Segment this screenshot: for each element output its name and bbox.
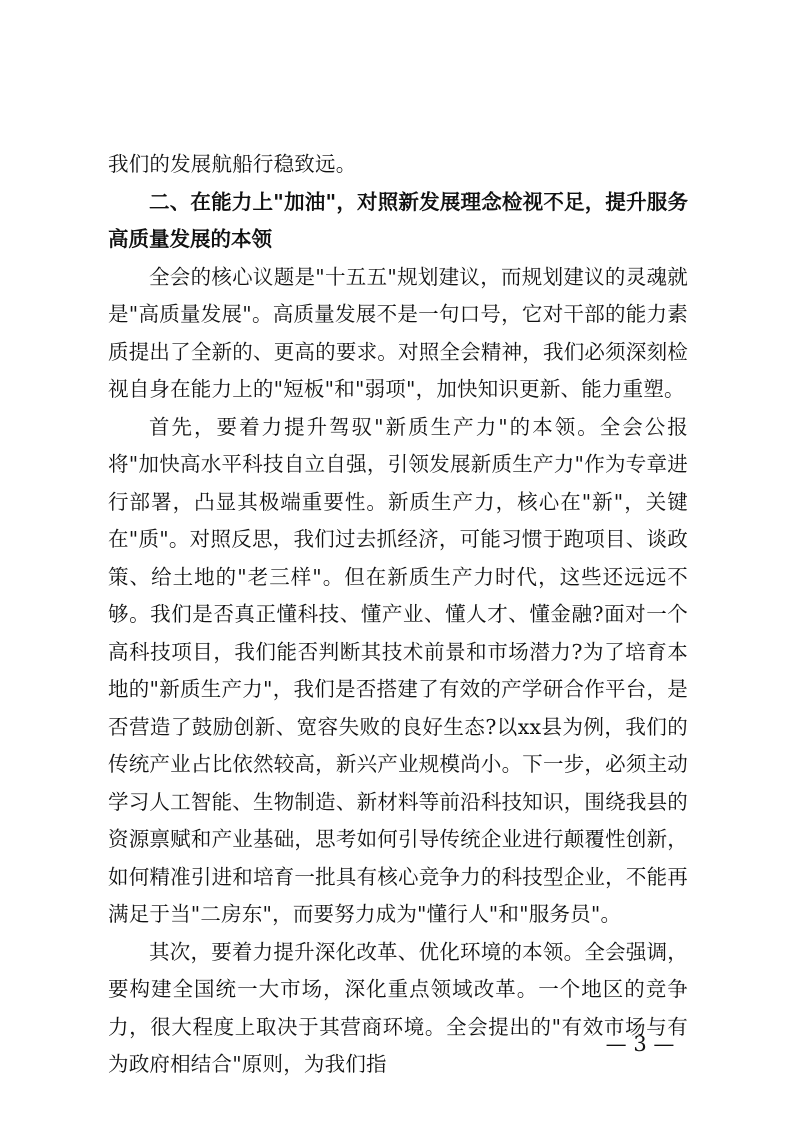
document-body	[108, 146, 688, 1084]
continuation-paragraph: 我们的发展航船行稳致远。	[108, 152, 357, 176]
section-heading: 二、在能力上"加油"，对照新发展理念检视不足，提升服务高质量发展的本领	[108, 189, 688, 251]
body-paragraph-1: 全会的核心议题是"十五五"规划建议，而规划建议的灵魂就是"高质量发展"。高质量发展不是一句口号，它对干部的能力素质提出了全新的、更高的要求。对照全会精神，我们必须深刻检视自身在能力上的"短板"和"弱项"，加快知识更新、能力重塑。	[108, 264, 688, 401]
body-paragraph-3: 其次，要着力提升深化改革、优化环境的本领。全会强调，要构建全国统一大市场，深化重点领域改革。一个地区的竞争力，很大程度上取决于其营商环境。全会提出的"有效市场与有为政府相结合"原则，为我们指	[108, 939, 688, 1076]
page-number: — 3 —	[605, 1032, 675, 1056]
body-paragraph-2: 首先，要着力提升驾驭"新质生产力"的本领。全会公报将"加快高水平科技自立自强，引领发展新质生产力"作为专章进行部署，凸显其极端重要性。新质生产力，核心在"新"，关键在"质"。对照反思，我们过去抓经济，可能习惯于跑项目、谈政策、给土地的"老三样"。但在新质生产力时代，这些还远远不够。我们是否真正懂科技、懂产业、懂人才、懂金融?面对一个高科技项目，我们能否判断其技术前景和市场潜力?为了培育本地的"新质生产力"，我们是否搭建了有效的产学研合作平台，是否营造了鼓励创新、宽容失败的良好生态?以xx县为例，我们的传统产业占比依然较高，新兴产业规模尚小。下一步，必须主动学习人工智能、生物制造、新材料等前沿科技知识，围绕我县的资源禀赋和产业基础，思考如何引导传统企业进行颠覆性创新，如何精准引进和培育一批具有核心竞争力的科技型企业，不能再满足于当"二房东"，而要努力成为"懂行人"和"服务员"。	[108, 414, 688, 926]
